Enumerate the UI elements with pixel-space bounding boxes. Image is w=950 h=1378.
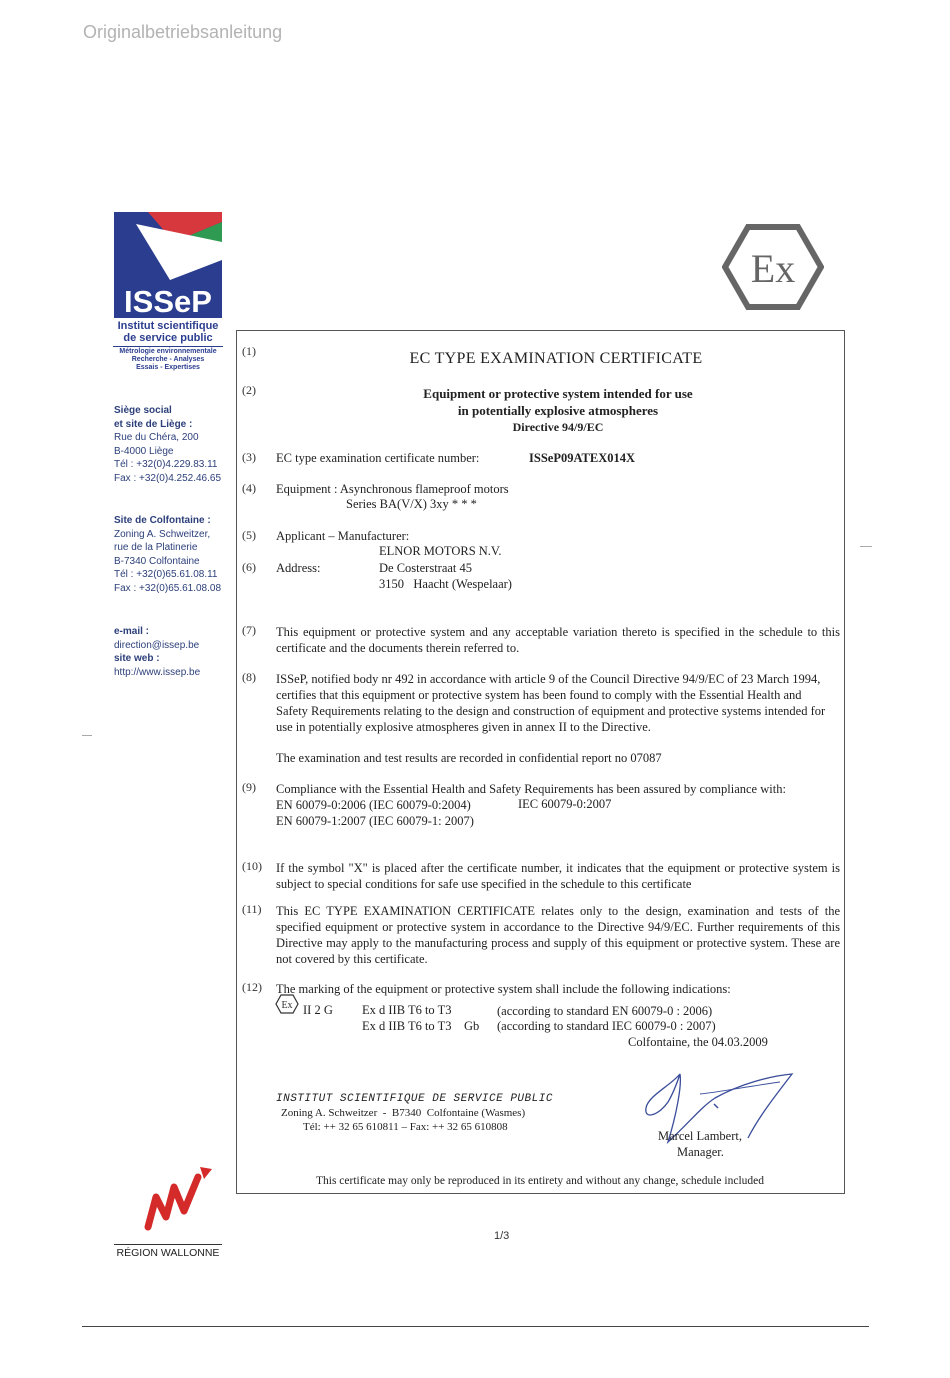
colf-title: Site de Colfontaine : [114,515,211,526]
marking-group: II 2 G [303,1003,333,1017]
ex-marking-text: Ex [281,1000,293,1011]
cert-number: ISSeP09ATEX014X [529,451,636,465]
marking-1: Ex d IIB T6 to T3 [362,1003,452,1017]
web-address: http://www.issep.be [114,666,201,678]
email-title: e-mail : [114,626,150,637]
region-wallonne-logo [140,1165,220,1235]
liege-line2: B-4000 Liège [114,445,174,457]
colf-line4: Tél : +32(0)65.61.08.11 [114,569,218,580]
paragraph-9: Compliance with the Essential Health and Safety Requirements has been assured by compliance with: [276,782,786,796]
signer-title: Manager. [677,1145,724,1159]
subtitle-line1: Equipment or protective system intended for use [423,386,693,401]
certificate-title: EC TYPE EXAMINATION CERTIFICATE [409,350,703,367]
paragraph-8: ISSeP, notified body nr 492 in accordance with article 9 of the Council Directive 94/9/EC of 23 March 1994, certifies that this equipment or protective system has been found to comply with the Essential Health and Safety Requirements relating to the design and construction of equipment and protective systems intended for use in potentially explosive atmospheres given in annex II to the Directive. [276,672,826,734]
item-number-12: (12) [242,980,262,994]
marking-2-standard: (according to standard IEC 60079-0 : 2007) [497,1019,716,1033]
subtitle-line2: in potentially explosive atmospheres [457,403,659,418]
sidebar-contact [114,625,200,679]
logo-sub1: Métrologie environnementale [119,348,217,355]
paragraph-11: This EC TYPE EXAMINATION CERTIFICATE relates only to the design, examination and tests of the specified equipment or protective system in accordance to the Directive 94/9/EC. Further requirements of this Directive may apply to the manufacturing process and supply of this equipment or protective system. These are not covered by this certificate. [276,904,840,966]
directive: Directive 94/9/EC [512,420,604,434]
item-number-1: (1) [242,344,256,358]
paragraph-8b: The examination and test results are recorded in confidential report no 07087 [276,751,662,765]
paragraph-12: The marking of the equipment or protective system shall include the following indications: [276,982,731,996]
address-line1: De Costerstraat 45 [379,561,473,575]
item-number-3: (3) [242,450,256,464]
colf-line3: B-7340 Colfontaine [114,555,200,567]
issep-logo-text: ISSeP [124,284,212,318]
ex-marking-icon [275,994,299,1014]
certificate-subtitle [276,385,840,436]
region-wallonne-text: RÉGION WALLONNE [114,1244,222,1259]
item-number-5: (5) [242,528,256,542]
liege-title2: et site de Liège : [114,418,193,430]
colf-line2: rue de la Platinerie [114,542,198,553]
item-number-4: (4) [242,481,256,495]
item-number-11: (11) [242,902,262,916]
address-line2: 3150 Haacht (Wespelaar) [379,577,512,591]
applicant-label: Applicant – Manufacturer: [276,529,410,543]
series: Series BA(V/X) 3xy * * * [346,497,477,511]
equipment: Equipment : Asynchronous flameproof motors [276,482,509,496]
fold-mark-right [860,546,872,547]
item-number-7: (7) [242,623,256,637]
marking-2: Ex d IIB T6 to T3 Gb [362,1019,480,1033]
logo-line1: Institut scientifique [117,320,219,332]
web-title: site web : [114,653,160,664]
issep-logo [114,212,222,318]
item-number-9: (9) [242,780,256,794]
ex-hexagon-text: Ex [750,246,796,291]
item-number-10: (10) [242,859,262,873]
paragraph-7: This equipment or protective system and any acceptable variation thereto is specified in the schedule to this certificate and the documents therein referred to. [276,625,840,655]
address-label: Address: [276,561,321,575]
liege-line3: Tél : +32(0)4.229.83.11 [114,459,218,470]
company-name: ELNOR MOTORS N.V. [379,544,502,558]
stamp-phone: Tél: ++ 32 65 610811 – Fax: ++ 32 65 610808 [303,1121,508,1133]
cert-number-label: EC type examination certificate number: [276,451,480,465]
logo-line2: de service public [123,332,213,344]
document-header-title: Originalbetriebsanleitung [83,22,283,42]
ex-hexagon-icon [722,224,824,310]
standard-1b: IEC 60079-0:2007 [518,797,612,811]
paragraph-10: If the symbol "X" is placed after the certificate number, it indicates that the equipment or protective system is subject to special conditions for safe use specified in the schedule to this certificate [276,861,840,891]
standard-1: EN 60079-0:2006 (IEC 60079-0:2004) [276,798,471,812]
colf-line1: Zoning A. Schweitzer, [114,528,211,540]
reproduction-note: This certificate may only be reproduced in its entirety and without any change, schedule included [315,1175,765,1187]
address [379,560,512,592]
standard-2: EN 60079-1:2007 (IEC 60079-1: 2007) [276,814,474,828]
item-number-8: (8) [242,670,256,684]
liege-line1: Rue du Chéra, 200 [114,432,199,443]
logo-sub2: Recherche - Analyses [131,356,205,363]
email-address: direction@issep.be [114,639,200,651]
stamp-address: Zoning A. Schweitzer - B7340 Colfontaine (Wasmes) [281,1107,526,1119]
logo-caption [113,320,223,372]
liege-line4: Fax : +32(0)4.252.46.65 [114,472,222,484]
footer-rule [82,1326,869,1327]
place-date: Colfontaine, the 04.03.2009 [628,1035,768,1049]
colf-line5: Fax : +32(0)65.61.08.08 [114,582,222,594]
sidebar-colfontaine [114,514,221,595]
logo-sub3: Essais - Expertises [136,364,200,371]
fold-mark-left [82,735,92,736]
liege-title1: Siège social [114,405,172,416]
item-number-6: (6) [242,560,256,574]
signer-name: Marcel Lambert, [658,1129,742,1143]
sidebar-liege [114,404,221,485]
marking-1-standard: (according to standard EN 60079-0 : 2006) [497,1004,713,1018]
item-number-2: (2) [242,383,256,397]
stamp-institute: INSTITUT SCIENTIFIQUE DE SERVICE PUBLIC [276,1093,553,1105]
page-number: 1/3 [494,1230,510,1242]
